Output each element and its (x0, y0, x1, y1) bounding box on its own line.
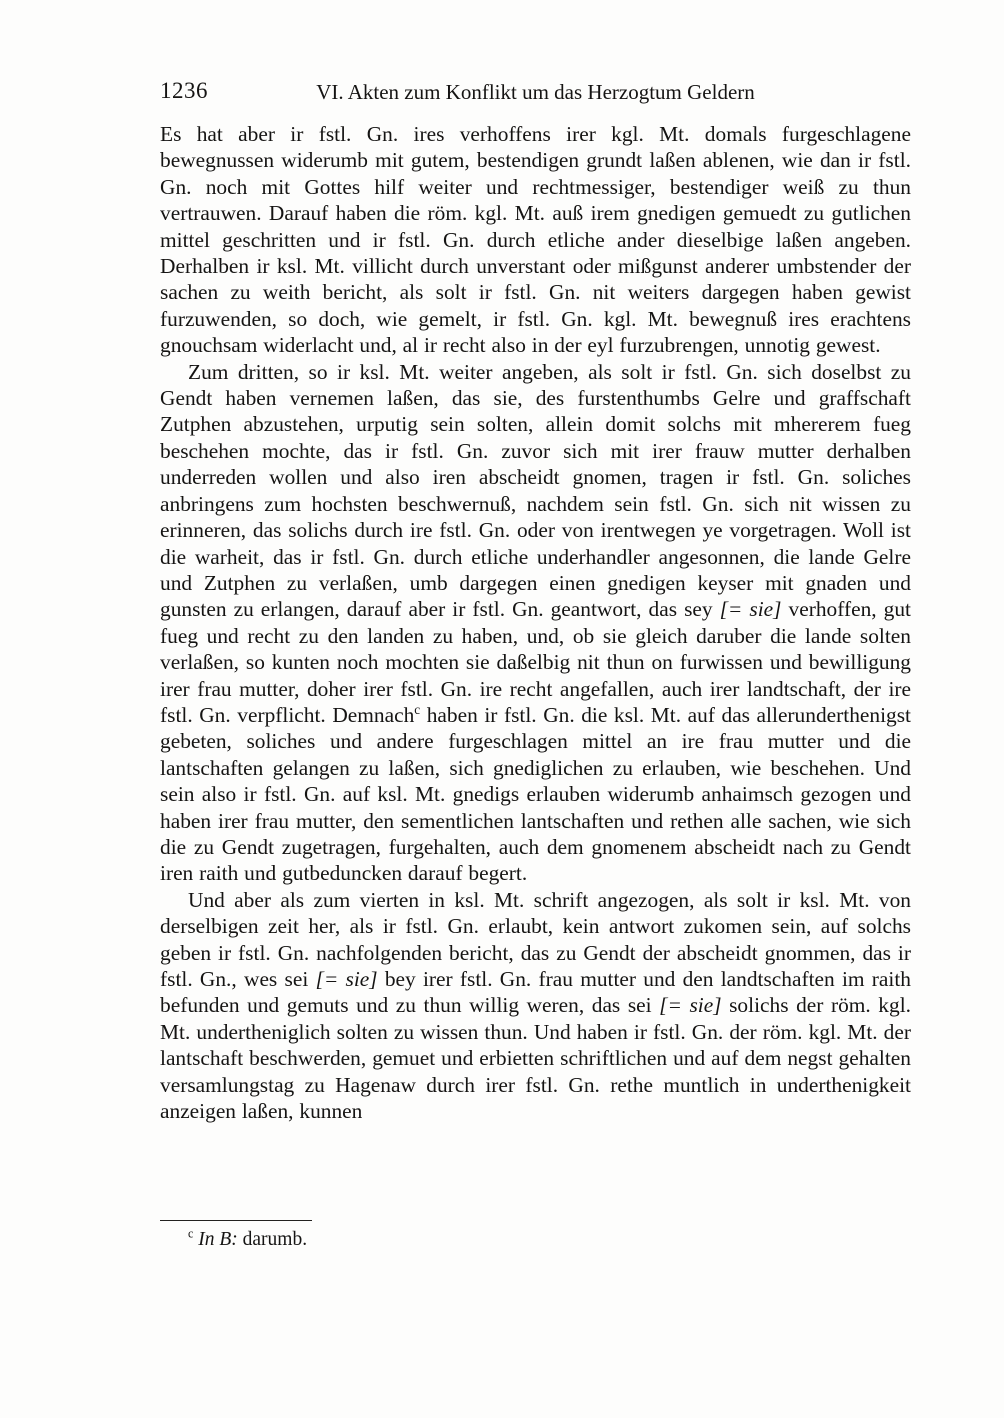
editorial-insertion: [= sie] (315, 967, 378, 991)
footnote-rule (160, 1220, 312, 1221)
text-run: bey irer fstl. Gn. frau mutter und den landtschaften im raith befunden und gemuts und zu thun willig weren, das sei (160, 967, 911, 1018)
running-title: VI. Akten zum Konflikt um das Herzogtum Geldern (316, 80, 755, 104)
text-run: darumb. (237, 1229, 308, 1250)
text-run: Es hat aber ir fstl. Gn. ires verhoffens irer kgl. Mt. domals furgeschlagene bewegnussen widerumb mit gutem, bestendigen grundt laßen ablenen, wie dan ir fstl. Gn. noch mit Gottes hilf weiter und rechtmessiger, bestendiger weiß zu thun vertrauwen. Darauf haben die röm. kgl. Mt. auß irem gnedigen gemuedt zu gutlichen mittel geschritten und ir fstl. Gn. durch etliche ander dieselbige laßen angeben. Derhalben ir ksl. Mt. villicht durch unverstant oder mißgunst anderer umbstender der sachen zu weith bericht, als solt ir fstl. Gn. nit weiters dargegen haben gewist furzuwenden, so doch, wie gemelt, ir fstl. Gn. kgl. Mt. bewegnuß ires erachtens gnouchsam widerlacht und, al ir recht also in der eyl furzubrengen, unnotig gewest. (160, 122, 911, 358)
text-run: verhoffen, gut fueg und recht zu den landen zu haben, und, ob sie gleich daruber die lande solten verlaßen, so kunten noch mochten sie daßelbig nit thun on furwissen und bewilligung irer frau mutter, doher irer fstl. Gn. ire recht angefallen, auch irer landtschaft, der ire fstl. Gn. verpflicht. Demnach (160, 597, 911, 727)
footnote-marker: c (414, 701, 421, 717)
paragraph-1 (160, 121, 911, 359)
text-column (160, 78, 911, 1124)
editorial-insertion: [= sie] (659, 993, 722, 1018)
editorial-insertion: [= sie] (719, 597, 782, 622)
text-run: Und aber als zum vierten in ksl. Mt. schrift angezogen, als solt ir ksl. Mt. von derselbigen zeit her, als ir fstl. Gn. erlaubt, kein antwort zukomen sein, auf solchs geben ir fstl. Gn. nachfolgenden bericht, das zu Gendt der abscheidt gnommen, das ir fstl. Gn., wes sei (160, 887, 911, 991)
paragraph-3 (160, 887, 911, 1125)
footnote-marker: c (188, 1226, 194, 1241)
text-run: solichs der röm. kgl. Mt. undertheniglich solten zu wissen thun. Und haben ir fstl. Gn. der röm. kgl. Mt. der lantschaft beschwerden, gemuet und erbietten schriftlichen und auf dem negst gehalten versamlungstag zu Hagenaw durch irer fstl. Gn. rethe muntlich in underthenigkeit anzeigen laßen, kunnen (160, 993, 911, 1124)
page-header (160, 78, 911, 108)
footnote-area (160, 1220, 911, 1252)
footnote (160, 1228, 911, 1252)
text-run: haben ir fstl. Gn. die ksl. Mt. auf das allerunderthenigst gebeten, soliches und andere furgeschlagen mittel an ire frau mutter und die lantschaften gelangen zu laßen, sich gnediglichen zu erlauben, wie beschehen. Und sein also ir fstl. Gn. auf ksl. Mt. gnedigs erlauben widerumb anhaimsch gezogen und haben irer frau mutter, den sementlichen lantschaften und rethen alle sachen, wie sich die zu Gendt zugetragen, furgehalten, auch dem gnomenem abscheidt nach zu Gendt iren raith und gutbeduncken darauf begert. (160, 702, 911, 886)
page-number: 1236 (160, 78, 208, 103)
paragraph-2 (160, 359, 911, 887)
text-run: Zum dritten, so ir ksl. Mt. weiter angeben, als solt ir fstl. Gn. sich doselbst zu Gendt haben vernemen laßen, das sie, des furstenthumbs Gelre und graffschaft Zutphen abzustehen, urputig sein solten, allein domit solchs mit mhererem fueg beschehen mochte, das ir fstl. Gn. zuvor sich mit irer frauw mutter derhalben underreden wollen und also iren abscheidt gnomen, tragen ir fstl. Gn. soliches anbringens zum hochsten beschwernuß, nachdem sein fstl. Gn. sich nit wissen zu erinneren, das solichs durch ire fstl. Gn. oder von irentwegen ye vorgetragen. Woll ist die warheit, das ir fstl. Gn. durch etliche underhandler angesonnen, die lande Gelre und Zutphen zu verlaßen, umb dargegen einen gnedigen keyser mit gnaden und gunsten zu erlangen, darauf aber ir fstl. Gn. geantwort, das sey (160, 359, 911, 622)
document-body (160, 121, 911, 1124)
editorial-insertion: In B: (193, 1229, 238, 1250)
